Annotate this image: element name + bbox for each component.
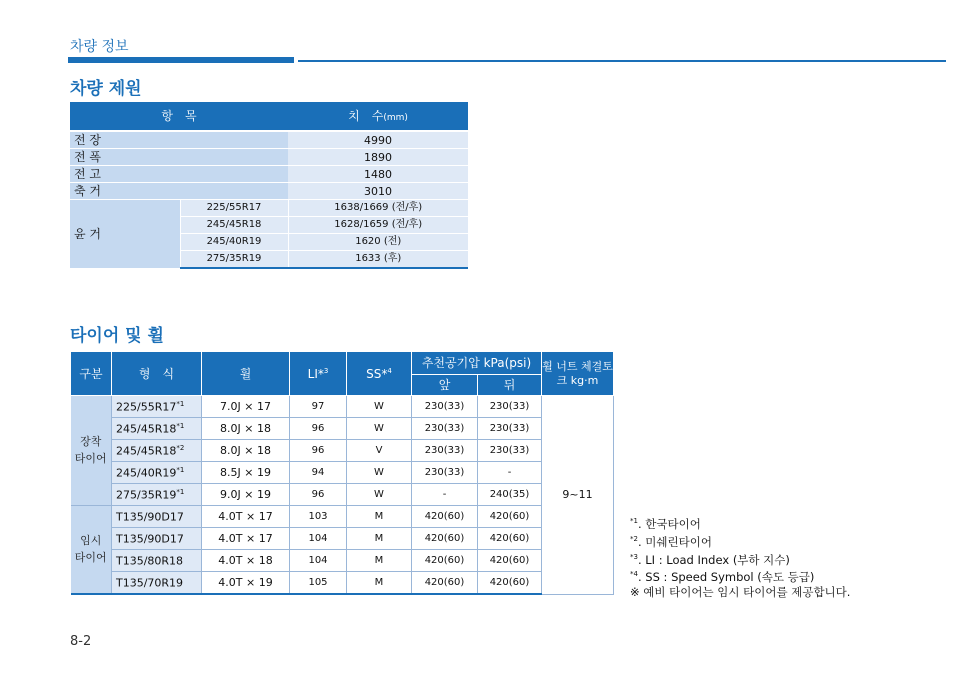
header-front: 앞 — [412, 375, 478, 396]
header-pressure: 추천공기압 kPa(psi) — [412, 352, 542, 375]
rear-pressure: - — [478, 462, 542, 484]
spec-row-value: 4990 — [288, 131, 468, 149]
footnote: $^{*3}$. LI : Load Index (부하 지수) — [630, 552, 790, 567]
footnote: $^{*4}$. SS : Speed Symbol (속도 등급) — [630, 570, 815, 585]
wheel-spec: 9.0J × 19 — [202, 484, 290, 506]
rear-pressure: 420(60) — [478, 550, 542, 572]
footnote: $^{*2}$. 미쉐린타이어 — [630, 534, 712, 549]
front-pressure: 230(33) — [412, 418, 478, 440]
spec-row-label: 전 고 — [70, 166, 288, 183]
header-group: 구분 — [71, 352, 112, 396]
tire-size: 245/45R18$^{*1}$ — [112, 418, 202, 440]
spec-title: 차량 제원 — [70, 79, 142, 99]
page-number: 8-2 — [70, 634, 92, 649]
footnote: ※ 예비 타이어는 임시 타이어를 제공합니다. — [630, 585, 851, 600]
spec-row-label: 축 거 — [70, 183, 288, 200]
front-pressure: 420(60) — [412, 528, 478, 550]
spec-row — [70, 166, 468, 183]
tire-row — [71, 418, 614, 440]
rear-pressure: 230(33) — [478, 440, 542, 462]
wheel-spec: 7.0J × 17 — [202, 396, 290, 418]
header-rear: 뒤 — [478, 375, 542, 396]
tread-value: 1633 (후) — [288, 251, 468, 269]
footnote: $^{*1}$. 한국타이어 — [630, 516, 701, 531]
speed-symbol: W — [347, 462, 412, 484]
wheel-spec: 4.0T × 19 — [202, 572, 290, 595]
speed-symbol: M — [347, 572, 412, 595]
tire-size: T135/90D17 — [112, 528, 202, 550]
tire-group-label: 임시 타이어 — [71, 506, 112, 595]
header-wheel: 휠 — [202, 352, 290, 396]
tire-row — [71, 440, 614, 462]
spec-header-row — [70, 102, 468, 131]
tire-row — [71, 550, 614, 572]
tire-size: T135/90D17 — [112, 506, 202, 528]
front-pressure: 230(33) — [412, 440, 478, 462]
wheel-spec: 4.0T × 18 — [202, 550, 290, 572]
tire-row — [71, 572, 614, 595]
header-torque: 휠 너트 체결토 크 kg·m — [542, 352, 614, 396]
spec-header-item: 항 목 — [70, 102, 288, 131]
spec-row — [70, 149, 468, 166]
front-pressure: 230(33) — [412, 462, 478, 484]
spec-row-label: 전 폭 — [70, 149, 288, 166]
tire-row — [71, 396, 614, 418]
header-rule-thick — [68, 57, 294, 63]
front-pressure: 420(60) — [412, 506, 478, 528]
front-pressure: - — [412, 484, 478, 506]
tread-value: 1638/1669 (전/후) — [288, 200, 468, 217]
spec-row — [70, 131, 468, 149]
header-ss: SS*$^4$ — [347, 352, 412, 396]
tire-row — [71, 528, 614, 550]
speed-symbol: W — [347, 484, 412, 506]
torque-value: 9~11 — [542, 396, 614, 595]
load-index: 104 — [290, 528, 347, 550]
tread-size: 245/40R19 — [180, 234, 288, 251]
tire-header-row — [71, 352, 614, 375]
wheel-spec: 8.0J × 18 — [202, 418, 290, 440]
tread-value: 1620 (전) — [288, 234, 468, 251]
spec-row-value: 1890 — [288, 149, 468, 166]
wheel-spec: 8.0J × 18 — [202, 440, 290, 462]
rear-pressure: 230(33) — [478, 418, 542, 440]
section-label: 차량 정보 — [70, 39, 129, 55]
header-rule-thin — [298, 60, 946, 62]
spec-header-dimension: 치 수(mm) — [288, 102, 468, 131]
load-index: 96 — [290, 418, 347, 440]
tread-row — [70, 200, 468, 217]
wheel-spec: 4.0T × 17 — [202, 528, 290, 550]
spec-row-value: 1480 — [288, 166, 468, 183]
header-size: 형 식 — [112, 352, 202, 396]
load-index: 105 — [290, 572, 347, 595]
speed-symbol: M — [347, 528, 412, 550]
load-index: 97 — [290, 396, 347, 418]
rear-pressure: 420(60) — [478, 572, 542, 595]
rear-pressure: 420(60) — [478, 528, 542, 550]
load-index: 96 — [290, 440, 347, 462]
load-index: 103 — [290, 506, 347, 528]
spec-row-value: 3010 — [288, 183, 468, 200]
tire-size: T135/70R19 — [112, 572, 202, 595]
load-index: 104 — [290, 550, 347, 572]
tire-row — [71, 484, 614, 506]
front-pressure: 420(60) — [412, 572, 478, 595]
tire-size: T135/80R18 — [112, 550, 202, 572]
wheel-spec: 8.5J × 19 — [202, 462, 290, 484]
tire-row — [71, 506, 614, 528]
spec-row — [70, 183, 468, 200]
spec-row-label: 전 장 — [70, 131, 288, 149]
tread-value: 1628/1659 (전/후) — [288, 217, 468, 234]
tread-size: 245/45R18 — [180, 217, 288, 234]
speed-symbol: M — [347, 550, 412, 572]
tire-group-label: 장착 타이어 — [71, 396, 112, 506]
speed-symbol: M — [347, 506, 412, 528]
footnotes — [630, 514, 850, 600]
tire-title: 타이어 및 휠 — [70, 326, 164, 346]
rear-pressure: 420(60) — [478, 506, 542, 528]
front-pressure: 230(33) — [412, 396, 478, 418]
speed-symbol: V — [347, 440, 412, 462]
tire-size: 275/35R19$^{*1}$ — [112, 484, 202, 506]
speed-symbol: W — [347, 418, 412, 440]
tire-table — [70, 351, 614, 595]
tread-label: 윤 거 — [70, 200, 180, 269]
speed-symbol: W — [347, 396, 412, 418]
load-index: 96 — [290, 484, 347, 506]
rear-pressure: 230(33) — [478, 396, 542, 418]
tire-size: 245/40R19$^{*1}$ — [112, 462, 202, 484]
rear-pressure: 240(35) — [478, 484, 542, 506]
header-li: LI*$^3$ — [290, 352, 347, 396]
tire-size: 225/55R17$^{*1}$ — [112, 396, 202, 418]
load-index: 94 — [290, 462, 347, 484]
tread-size: 225/55R17 — [180, 200, 288, 217]
tread-size: 275/35R19 — [180, 251, 288, 269]
tire-size: 245/45R18$^{*2}$ — [112, 440, 202, 462]
spec-table — [70, 102, 468, 269]
tire-row — [71, 462, 614, 484]
wheel-spec: 4.0T × 17 — [202, 506, 290, 528]
front-pressure: 420(60) — [412, 550, 478, 572]
